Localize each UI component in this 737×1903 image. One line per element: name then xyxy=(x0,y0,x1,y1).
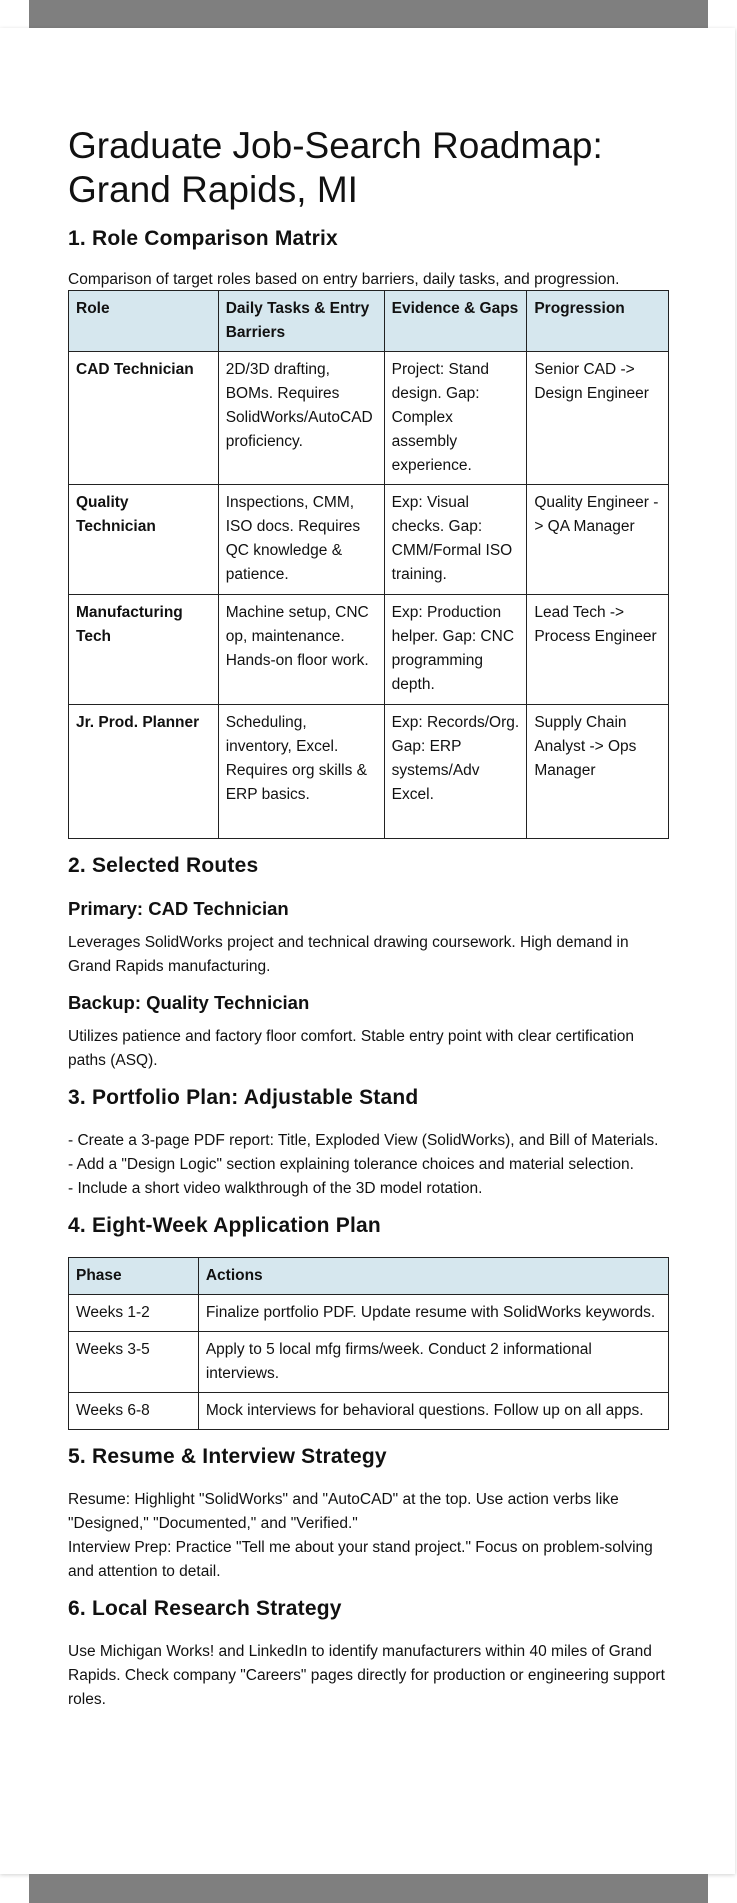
table-row xyxy=(69,1332,669,1393)
section-local-research xyxy=(68,1596,669,1712)
table-row xyxy=(69,595,669,705)
section-portfolio-plan xyxy=(68,1085,669,1201)
tasks-cell: Machine setup, CNC op, maintenance. Hands-on floor work. xyxy=(218,595,384,705)
section-heading: 2. Selected Routes xyxy=(68,854,259,877)
tasks-cell: Scheduling, inventory, Excel. Requires org skills & ERP basics. xyxy=(218,705,384,839)
resume-tip: Resume: Highlight "SolidWorks" and "AutoCAD" at the top. Use action verbs like "Designed," "Documented," and "Verified." xyxy=(68,1491,619,1532)
section-heading: 4. Eight-Week Application Plan xyxy=(68,1214,381,1237)
column-header: Progression xyxy=(527,291,669,352)
column-header: Evidence & Gaps xyxy=(384,291,527,352)
section-role-matrix xyxy=(68,226,669,839)
actions-cell: Apply to 5 local mfg firms/week. Conduct 2 informational interviews. xyxy=(198,1332,668,1393)
phase-cell: Weeks 6-8 xyxy=(69,1393,199,1430)
viewer-toolbar-bottom xyxy=(29,1874,708,1903)
role-comparison-table xyxy=(68,290,669,839)
local-research-text: Use Michigan Works! and LinkedIn to identify manufacturers within 40 miles of Grand Rapids. Check company "Careers" pages directly for production or engineering support roles. xyxy=(68,1643,665,1708)
role-cell: Manufacturing Tech xyxy=(69,595,219,705)
application-plan-table xyxy=(68,1257,669,1430)
table-header-row xyxy=(69,291,669,352)
document-page xyxy=(68,124,669,1724)
column-header: Daily Tasks & Entry Barriers xyxy=(218,291,384,352)
evidence-cell: Exp: Records/Org. Gap: ERP systems/Adv Excel. xyxy=(384,705,527,839)
table-row xyxy=(69,485,669,595)
actions-cell: Finalize portfolio PDF. Update resume with SolidWorks keywords. xyxy=(198,1295,668,1332)
document-title: Graduate Job-Search Roadmap: Grand Rapids, MI xyxy=(68,125,603,210)
table-row xyxy=(69,352,669,485)
role-cell: CAD Technician xyxy=(69,352,219,485)
table-caption: Comparison of target roles based on entry barriers, daily tasks, and progression. xyxy=(68,271,620,288)
progression-cell: Supply Chain Analyst -> Ops Manager xyxy=(527,705,669,839)
section-resume-strategy xyxy=(68,1444,669,1584)
section-application-plan xyxy=(68,1213,669,1430)
interview-tip: Interview Prep: Practice "Tell me about your stand project." Focus on problem-solving and attention to detail. xyxy=(68,1539,653,1580)
tasks-cell: Inspections, CMM, ISO docs. Requires QC knowledge & patience. xyxy=(218,485,384,595)
evidence-cell: Exp: Visual checks. Gap: CMM/Formal ISO training. xyxy=(384,485,527,595)
column-header: Actions xyxy=(198,1258,668,1295)
table-row xyxy=(69,1393,669,1430)
portfolio-item: - Add a "Design Logic" section explaining tolerance choices and material selection. xyxy=(68,1156,634,1173)
actions-cell: Mock interviews for behavioral questions. Follow up on all apps. xyxy=(198,1393,668,1430)
evidence-cell: Exp: Production helper. Gap: CNC programming depth. xyxy=(384,595,527,705)
primary-route-heading: Primary: CAD Technician xyxy=(68,898,289,919)
column-header: Role xyxy=(69,291,219,352)
role-cell: Quality Technician xyxy=(69,485,219,595)
phase-cell: Weeks 3-5 xyxy=(69,1332,199,1393)
progression-cell: Senior CAD -> Design Engineer xyxy=(527,352,669,485)
tasks-cell: 2D/3D drafting, BOMs. Requires SolidWorks/AutoCAD proficiency. xyxy=(218,352,384,485)
progression-cell: Lead Tech -> Process Engineer xyxy=(527,595,669,705)
section-heading: 3. Portfolio Plan: Adjustable Stand xyxy=(68,1086,419,1109)
progression-cell: Quality Engineer -> QA Manager xyxy=(527,485,669,595)
table-row xyxy=(69,705,669,839)
table-header-row xyxy=(69,1258,669,1295)
section-heading: 5. Resume & Interview Strategy xyxy=(68,1445,387,1468)
viewer-toolbar-top xyxy=(29,0,708,28)
table-row xyxy=(69,1295,669,1332)
backup-route-heading: Backup: Quality Technician xyxy=(68,992,310,1013)
section-heading: 6. Local Research Strategy xyxy=(68,1597,342,1620)
portfolio-item: - Create a 3-page PDF report: Title, Exploded View (SolidWorks), and Bill of Materials. xyxy=(68,1132,659,1149)
role-cell: Jr. Prod. Planner xyxy=(69,705,219,839)
portfolio-item: - Include a short video walkthrough of the 3D model rotation. xyxy=(68,1180,483,1197)
backup-route-text: Utilizes patience and factory floor comfort. Stable entry point with clear certification paths (ASQ). xyxy=(68,1028,635,1069)
primary-route-text: Leverages SolidWorks project and technical drawing coursework. High demand in Grand Rapids manufacturing. xyxy=(68,934,629,975)
section-heading: 1. Role Comparison Matrix xyxy=(68,227,338,250)
section-selected-routes xyxy=(68,853,669,1073)
phase-cell: Weeks 1-2 xyxy=(69,1295,199,1332)
column-header: Phase xyxy=(69,1258,199,1295)
evidence-cell: Project: Stand design. Gap: Complex assembly experience. xyxy=(384,352,527,485)
